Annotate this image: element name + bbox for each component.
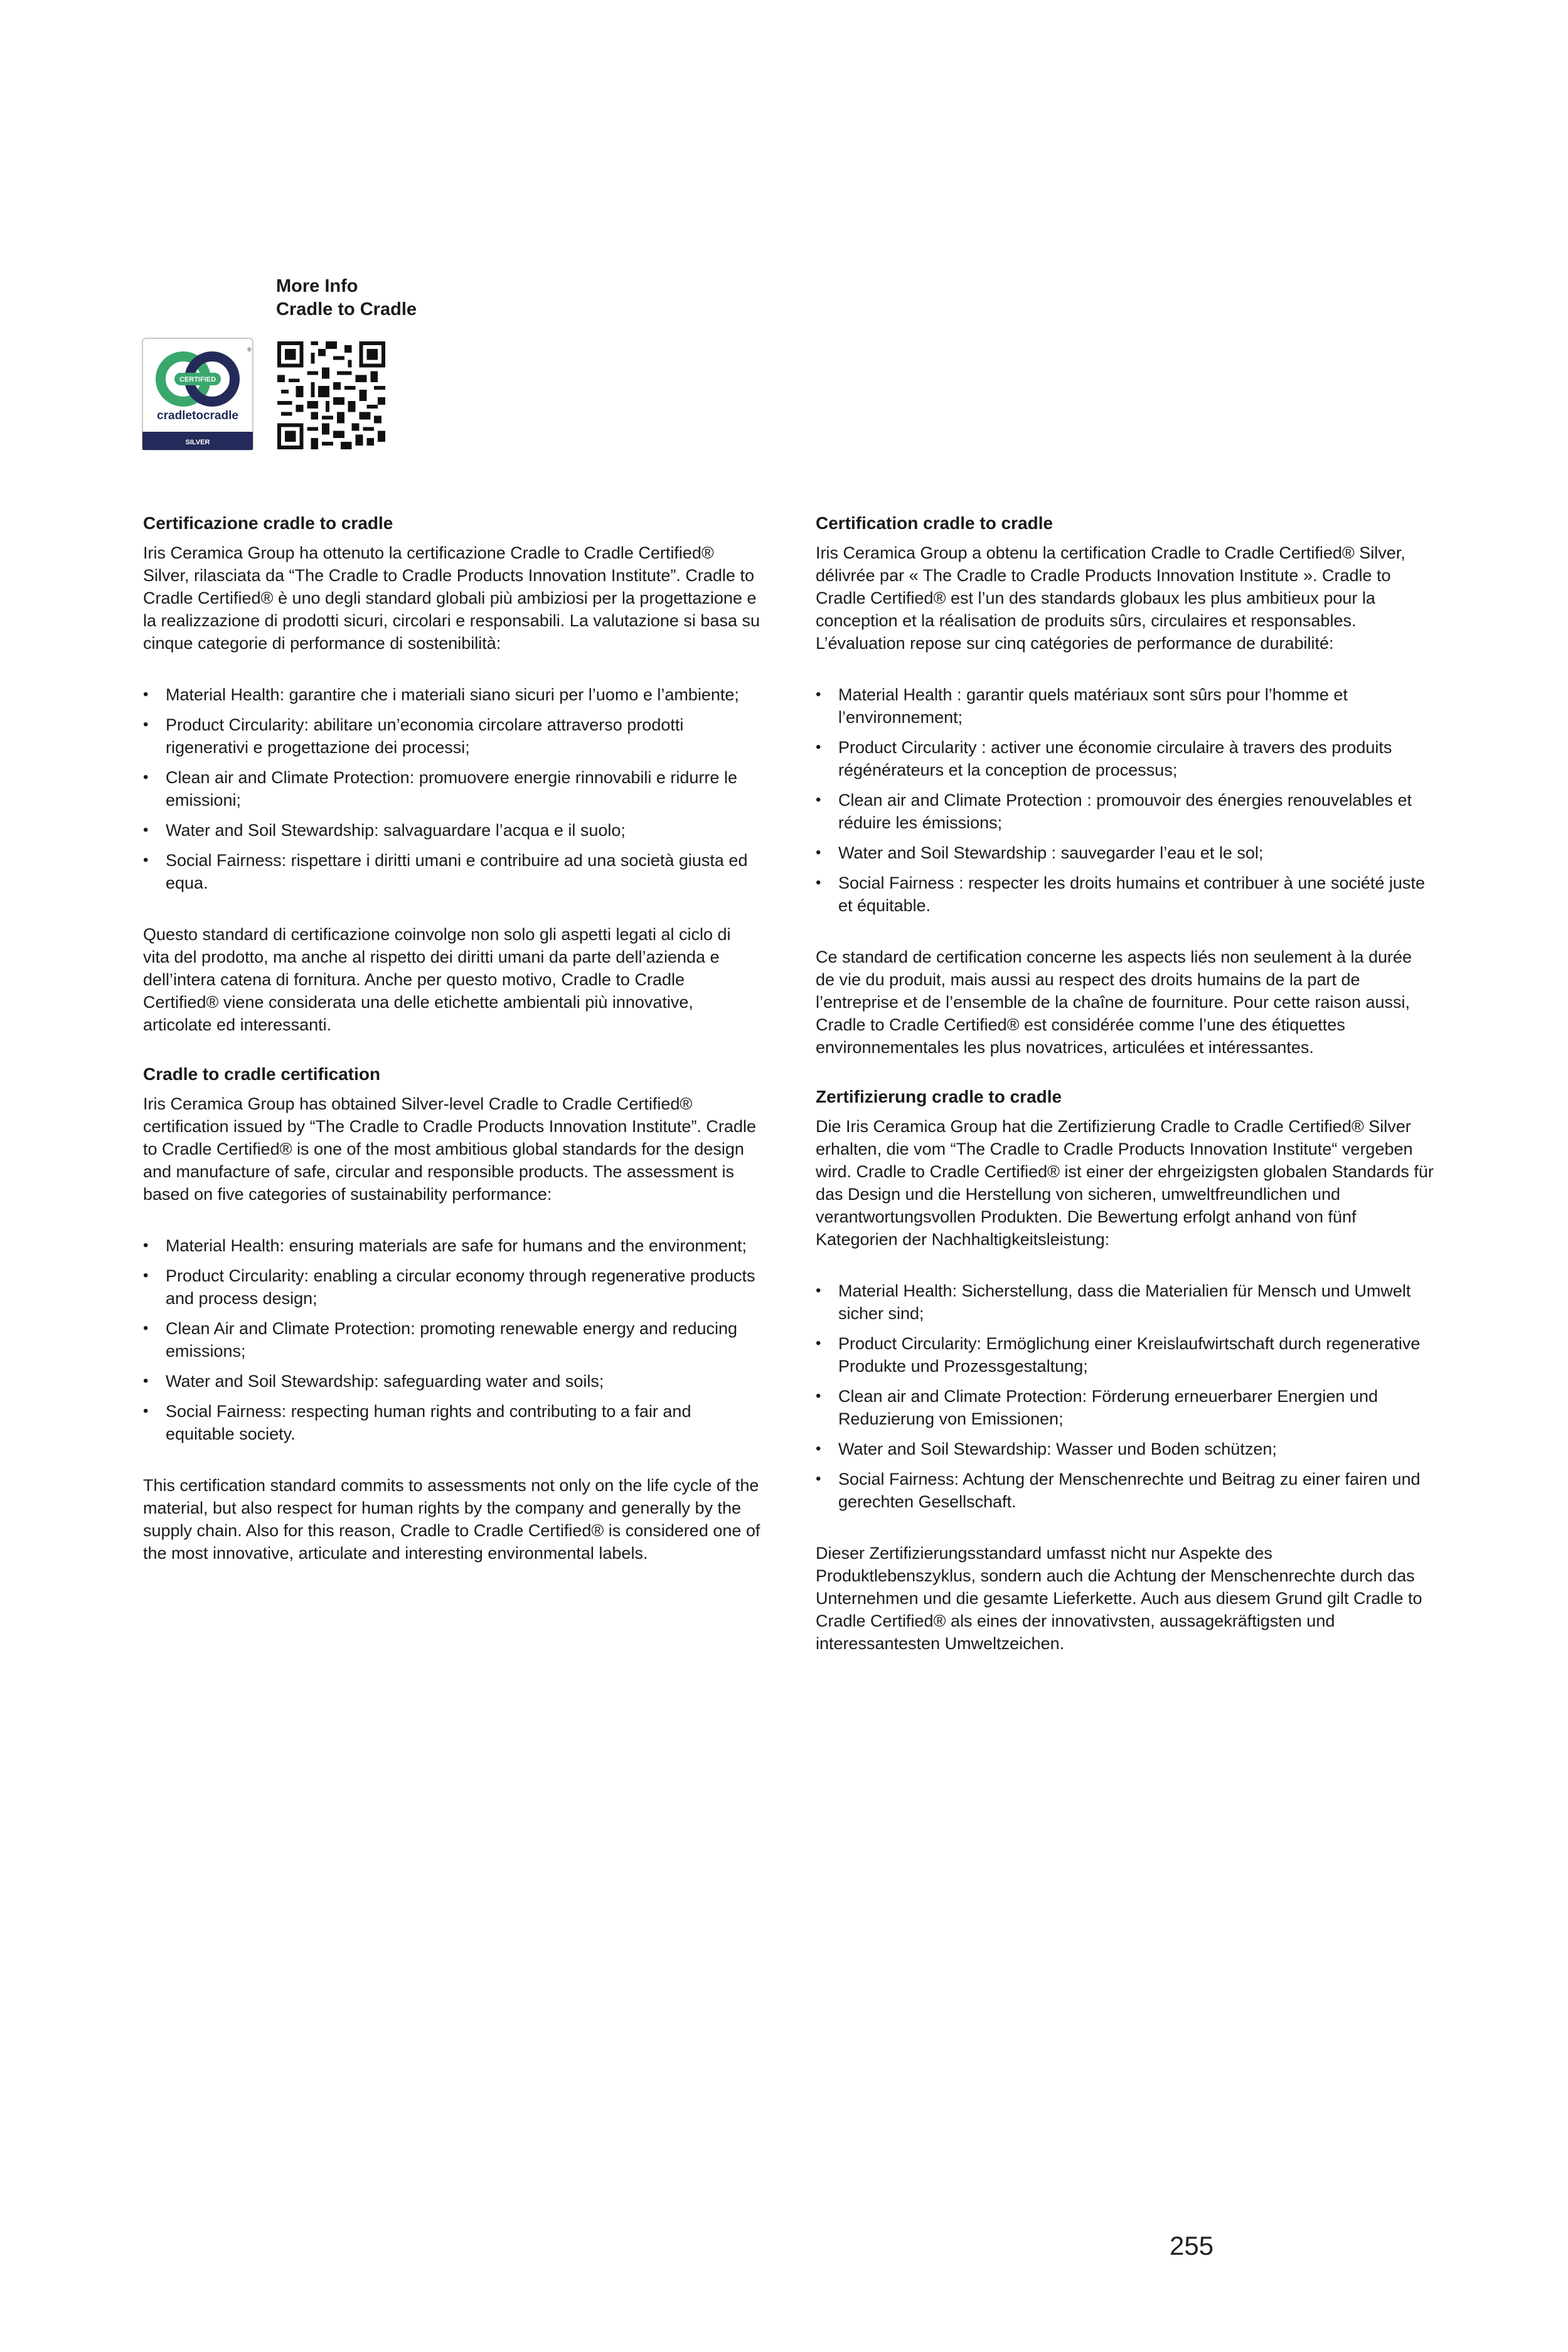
list-item: • Product Circularity : activer une économie circulaire à travers des produits régénérateurs et la conception de processus; (816, 736, 1434, 781)
list-item: • Water and Soil Stewardship: salvaguardare l’acqua e il suolo; (143, 819, 761, 842)
section-english (143, 1062, 761, 1564)
list-item: • Social Fairness : respecter les droits humains et contribuer à une société juste et équitable. (816, 872, 1434, 917)
more-info-heading (276, 275, 417, 321)
list-item: • Product Circularity: Ermöglichung einer Kreislaufwirtschaft durch regenerative Produkte und Prozessgestaltung; (816, 1332, 1434, 1377)
left-column (143, 511, 761, 1564)
closing-english: This certification standard commits to assessments not only on the life cycle of the material, but also respect for human rights by the company and generally by the supply chain. Also for this reason, Cradle to Cradle Certified® is considered one of the most innovative, articulate and interesting environmental labels. (143, 1476, 760, 1563)
section-title-english: Cradle to cradle certification (143, 1064, 381, 1084)
intro-english: Iris Ceramica Group has obtained Silver-level Cradle to Cradle Certified® certification issued by “The Cradle to Cradle Products Innovation Institute”. Cradle to Cradle Certified® is one of the most ambitious global standards for the design and manufacture of safe, circular and responsible products. The assessment is based on five categories of sustainability performance: (143, 1094, 756, 1204)
list-item: • Social Fairness: Achtung der Menschenrechte und Beitrag zu einer fairen und gerechten Gesellschaft. (816, 1468, 1434, 1513)
registered-mark-icon: ® (247, 346, 252, 353)
intro-german: Die Iris Ceramica Group hat die Zertifizierung Cradle to Cradle Certified® Silver erhalten, die vom “The Cradle to Cradle Products Innovation Institute“ vergeben wird. Cradle to Cradle Certified® ist einer der ehrgeizigsten globalen Standards für das Design und die Herstellung von sicheren, umweltfreundlichen und verantwortungsvollen Produkten. Die Bewertung erfolgt anhand von fünf Kategorien der Nachhaltigkeitsleistung: (816, 1117, 1434, 1249)
list-item: • Material Health: garantire che i materiali siano sicuri per l’uomo e l’ambiente; (143, 683, 761, 706)
list-item: • Material Health : garantir quels matériaux sont sûrs pour l’homme et l’environnement; (816, 683, 1434, 729)
qr-code-icon[interactable] (277, 341, 385, 449)
right-column (816, 511, 1434, 1655)
intro-french: Iris Ceramica Group a obtenu la certification Cradle to Cradle Certified® Silver, délivrée par « The Cradle to Cradle Products Innovation Institute ». Cradle to Cradle Certified® est l’un des standards globaux les plus ambitieux pour la conception et la réalisation de produits sûrs, circulaires et responsables. L’évaluation repose sur cinq catégories de performance de durabilité: (816, 543, 1405, 653)
section-italian (143, 511, 761, 1036)
list-item: • Product Circularity: abilitare un’economia circolare attraverso prodotti rigenerativi e progettazione dei processi; (143, 714, 761, 759)
list-item: • Clean air and Climate Protection : promouvoir des énergies renouvelables et réduire les émissions; (816, 789, 1434, 834)
list-item: • Social Fairness: respecting human rights and contributing to a fair and equitable society. (143, 1400, 761, 1445)
more-info-subtitle: Cradle to Cradle (276, 299, 417, 319)
page-number: 255 (1170, 2231, 1214, 2260)
bullet-list-german (816, 1280, 1434, 1513)
list-item: • Material Health: ensuring materials are safe for humans and the environment; (143, 1234, 761, 1257)
list-item: • Clean air and Climate Protection: Förderung erneuerbarer Energien und Reduzierung von Emissionen; (816, 1385, 1434, 1430)
cradle-to-cradle-logo (142, 338, 253, 451)
section-french (816, 511, 1434, 1059)
logo-level-text: SILVER (185, 439, 210, 446)
intro-italian: Iris Ceramica Group ha ottenuto la certificazione Cradle to Cradle Certified® Silver, rilasciata da “The Cradle to Cradle Products Innovation Institute”. Cradle to Cradle Certified® è uno degli standard globali più ambiziosi per la progettazione e la realizzazione di prodotti sicuri, circolari e responsabili. La valutazione si basa su cinque categorie di performance di sostenibilità: (143, 543, 760, 653)
bullet-list-english (143, 1234, 761, 1445)
list-item: • Water and Soil Stewardship: safeguarding water and soils; (143, 1370, 761, 1392)
bullet-list-french (816, 683, 1434, 917)
section-title-french: Certification cradle to cradle (816, 513, 1053, 533)
closing-german: Dieser Zertifizierungsstandard umfasst nicht nur Aspekte des Produktlebenszyklus, sondern auch die Achtung der Menschenrechte durch das Unternehmen und die gesamte Lieferkette. Auch aus diesem Grund gilt Cradle to Cradle Certified® als eines der innovativsten, aussagekräftigsten und interessantesten Umweltzeichen. (816, 1544, 1422, 1653)
list-item: • Water and Soil Stewardship: Wasser und Boden schützen; (816, 1438, 1434, 1460)
closing-italian: Questo standard di certificazione coinvolge non solo gli aspetti legati al ciclo di vita del prodotto, ma anche al rispetto dei diritti umani da parte dell’azienda e dell’intera catena di fornitura. Anche per questo motivo, Cradle to Cradle Certified® viene considerata una delle etichette ambientali più innovative, articolate ed interessanti. (143, 925, 731, 1034)
bullet-list-italian (143, 683, 761, 894)
list-item: • Material Health: Sicherstellung, dass die Materialien für Mensch und Umwelt sicher sind; (816, 1280, 1434, 1325)
list-item: • Product Circularity: enabling a circular economy through regenerative products and process design; (143, 1264, 761, 1310)
logo-badge-text: CERTIFIED (179, 376, 216, 383)
logo-brand-text: cradletocradle (157, 409, 238, 422)
section-title-german: Zertifizierung cradle to cradle (816, 1087, 1062, 1106)
list-item: • Clean Air and Climate Protection: promoting renewable energy and reducing emissions; (143, 1317, 761, 1362)
list-item: • Water and Soil Stewardship : sauvegarder l’eau et le sol; (816, 842, 1434, 864)
list-item: • Social Fairness: rispettare i diritti umani e contribuire ad una società giusta ed equa. (143, 849, 761, 894)
list-item: • Clean air and Climate Protection: promuovere energie rinnovabili e ridurre le emissioni; (143, 766, 761, 811)
section-title-italian: Certificazione cradle to cradle (143, 513, 393, 533)
more-info-label: More Info (276, 276, 358, 296)
closing-french: Ce standard de certification concerne les aspects liés non seulement à la durée de vie du produit, mais aussi au respect des droits humains de la part de l’entreprise et de l’ensemble de la chaîne de fourniture. Pour cette raison aussi, Cradle to Cradle Certified® est considérée comme l’une des étiquettes environnementales les plus novatrices, articulées et intéressantes. (816, 948, 1412, 1057)
section-german (816, 1085, 1434, 1655)
